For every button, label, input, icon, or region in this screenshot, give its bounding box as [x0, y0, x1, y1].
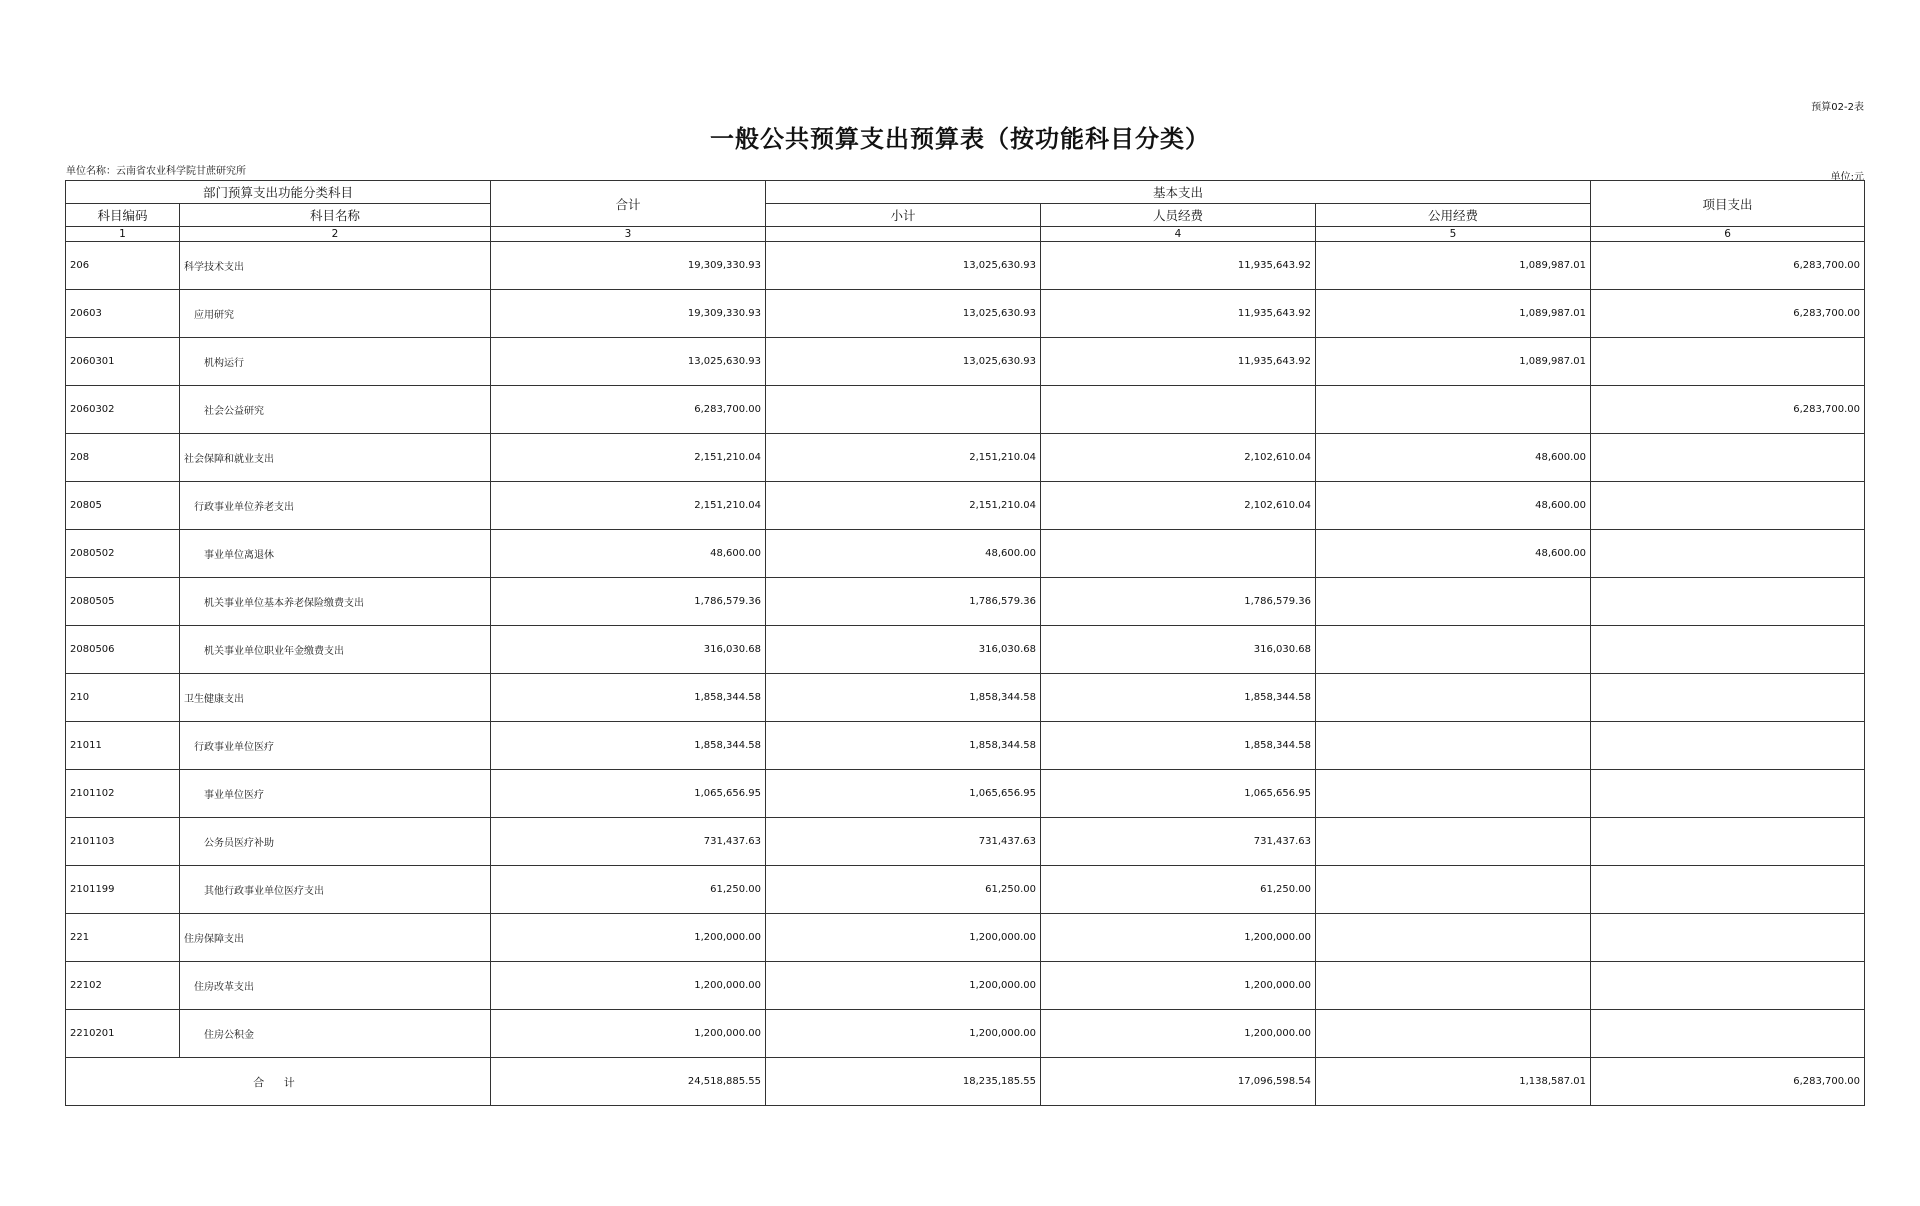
row-personnel: 1,065,656.95	[1041, 770, 1316, 818]
row-public	[1316, 674, 1591, 722]
row-public	[1316, 866, 1591, 914]
header-dept-classification: 部门预算支出功能分类科目	[66, 181, 491, 204]
row-project	[1591, 338, 1865, 386]
table-row	[66, 914, 1865, 962]
row-project	[1591, 626, 1865, 674]
row-project	[1591, 434, 1865, 482]
row-subtotal: 1,786,579.36	[766, 578, 1041, 626]
row-subtotal: 1,200,000.00	[766, 962, 1041, 1010]
row-total: 6,283,700.00	[491, 386, 766, 434]
row-personnel: 11,935,643.92	[1041, 242, 1316, 290]
row-personnel: 1,200,000.00	[1041, 1010, 1316, 1058]
row-code: 2080505	[66, 578, 180, 626]
table-row	[66, 338, 1865, 386]
row-public: 48,600.00	[1316, 482, 1591, 530]
row-code: 221	[66, 914, 180, 962]
row-public	[1316, 626, 1591, 674]
row-total: 731,437.63	[491, 818, 766, 866]
header-public: 公用经费	[1316, 204, 1591, 227]
row-subtotal: 13,025,630.93	[766, 338, 1041, 386]
row-name: 住房公积金	[180, 1010, 491, 1058]
row-total: 316,030.68	[491, 626, 766, 674]
row-name: 事业单位医疗	[180, 770, 491, 818]
table-row	[66, 674, 1865, 722]
row-public	[1316, 1010, 1591, 1058]
row-project	[1591, 770, 1865, 818]
row-subtotal: 61,250.00	[766, 866, 1041, 914]
row-subtotal: 1,858,344.58	[766, 674, 1041, 722]
col-number	[766, 227, 1041, 242]
row-public	[1316, 962, 1591, 1010]
row-project	[1591, 578, 1865, 626]
row-subtotal: 1,200,000.00	[766, 914, 1041, 962]
row-project	[1591, 530, 1865, 578]
row-total: 1,200,000.00	[491, 1010, 766, 1058]
header-row-numbers	[66, 227, 1865, 242]
row-project	[1591, 482, 1865, 530]
currency-unit: 单位:元	[1830, 172, 1864, 183]
row-subtotal: 316,030.68	[766, 626, 1041, 674]
row-subtotal	[766, 386, 1041, 434]
table-row	[66, 290, 1865, 338]
table-row	[66, 722, 1865, 770]
row-public	[1316, 722, 1591, 770]
table-row	[66, 530, 1865, 578]
row-code: 2080506	[66, 626, 180, 674]
table-row	[66, 818, 1865, 866]
row-project	[1591, 962, 1865, 1010]
row-personnel: 2,102,610.04	[1041, 482, 1316, 530]
table-row	[66, 1010, 1865, 1058]
row-subtotal: 13,025,630.93	[766, 242, 1041, 290]
col-number: 1	[66, 227, 180, 242]
row-total: 19,309,330.93	[491, 290, 766, 338]
header-project-expenditure: 项目支出	[1591, 181, 1865, 227]
row-name: 社会公益研究	[180, 386, 491, 434]
row-code: 2101102	[66, 770, 180, 818]
total-personnel: 17,096,598.54	[1041, 1058, 1316, 1106]
row-code: 208	[66, 434, 180, 482]
row-personnel: 11,935,643.92	[1041, 290, 1316, 338]
col-number: 6	[1591, 227, 1865, 242]
row-name: 机关事业单位职业年金缴费支出	[180, 626, 491, 674]
row-project: 6,283,700.00	[1591, 242, 1865, 290]
header-row-groups	[66, 181, 1865, 204]
header-name: 科目名称	[180, 204, 491, 227]
row-project	[1591, 722, 1865, 770]
row-public: 48,600.00	[1316, 434, 1591, 482]
row-total: 2,151,210.04	[491, 434, 766, 482]
row-public	[1316, 818, 1591, 866]
row-personnel: 11,935,643.92	[1041, 338, 1316, 386]
header-personnel: 人员经费	[1041, 204, 1316, 227]
row-total: 1,858,344.58	[491, 674, 766, 722]
row-total: 1,200,000.00	[491, 914, 766, 962]
row-subtotal: 13,025,630.93	[766, 290, 1041, 338]
row-personnel: 1,786,579.36	[1041, 578, 1316, 626]
row-public	[1316, 578, 1591, 626]
unit-name: 单位名称：云南省农业科学院甘蔗研究所	[66, 166, 246, 177]
row-code: 20603	[66, 290, 180, 338]
table-row	[66, 386, 1865, 434]
form-code: 预算02-2表	[1811, 102, 1864, 113]
row-subtotal: 2,151,210.04	[766, 434, 1041, 482]
row-code: 22102	[66, 962, 180, 1010]
total-public: 1,138,587.01	[1316, 1058, 1591, 1106]
row-code: 20805	[66, 482, 180, 530]
row-total: 19,309,330.93	[491, 242, 766, 290]
row-name: 卫生健康支出	[180, 674, 491, 722]
row-code: 210	[66, 674, 180, 722]
row-personnel: 2,102,610.04	[1041, 434, 1316, 482]
row-name: 机关事业单位基本养老保险缴费支出	[180, 578, 491, 626]
row-name: 科学技术支出	[180, 242, 491, 290]
row-public	[1316, 914, 1591, 962]
row-code: 2101199	[66, 866, 180, 914]
row-personnel: 1,858,344.58	[1041, 722, 1316, 770]
row-subtotal: 1,200,000.00	[766, 1010, 1041, 1058]
total-amount: 24,518,885.55	[491, 1058, 766, 1106]
row-code: 2210201	[66, 1010, 180, 1058]
row-project	[1591, 914, 1865, 962]
row-code: 206	[66, 242, 180, 290]
row-project: 6,283,700.00	[1591, 290, 1865, 338]
row-name: 其他行政事业单位医疗支出	[180, 866, 491, 914]
table-row	[66, 578, 1865, 626]
row-personnel: 731,437.63	[1041, 818, 1316, 866]
row-public	[1316, 386, 1591, 434]
budget-table	[65, 180, 1865, 1106]
row-name: 事业单位离退休	[180, 530, 491, 578]
row-code: 2060301	[66, 338, 180, 386]
row-total: 1,200,000.00	[491, 962, 766, 1010]
total-project: 6,283,700.00	[1591, 1058, 1865, 1106]
table-row	[66, 434, 1865, 482]
row-total: 1,065,656.95	[491, 770, 766, 818]
table-row	[66, 866, 1865, 914]
row-public	[1316, 770, 1591, 818]
row-name: 公务员医疗补助	[180, 818, 491, 866]
row-public: 1,089,987.01	[1316, 242, 1591, 290]
row-project: 6,283,700.00	[1591, 386, 1865, 434]
row-public: 1,089,987.01	[1316, 338, 1591, 386]
table-row	[66, 962, 1865, 1010]
table-row	[66, 242, 1865, 290]
row-code: 2080502	[66, 530, 180, 578]
total-subtotal: 18,235,185.55	[766, 1058, 1041, 1106]
header-code: 科目编码	[66, 204, 180, 227]
row-subtotal: 48,600.00	[766, 530, 1041, 578]
row-total: 1,858,344.58	[491, 722, 766, 770]
row-name: 应用研究	[180, 290, 491, 338]
row-personnel: 61,250.00	[1041, 866, 1316, 914]
row-project	[1591, 1010, 1865, 1058]
total-label: 合 计	[66, 1058, 491, 1106]
header-subtotal: 小计	[766, 204, 1041, 227]
row-name: 住房保障支出	[180, 914, 491, 962]
row-code: 2101103	[66, 818, 180, 866]
row-name: 行政事业单位医疗	[180, 722, 491, 770]
row-subtotal: 731,437.63	[766, 818, 1041, 866]
row-personnel: 1,200,000.00	[1041, 962, 1316, 1010]
col-number: 4	[1041, 227, 1316, 242]
row-code: 2060302	[66, 386, 180, 434]
row-public: 48,600.00	[1316, 530, 1591, 578]
row-personnel: 316,030.68	[1041, 626, 1316, 674]
row-subtotal: 2,151,210.04	[766, 482, 1041, 530]
header-total: 合计	[491, 181, 766, 227]
row-personnel	[1041, 530, 1316, 578]
row-name: 住房改革支出	[180, 962, 491, 1010]
total-row	[66, 1058, 1865, 1106]
row-total: 48,600.00	[491, 530, 766, 578]
row-total: 1,786,579.36	[491, 578, 766, 626]
row-project	[1591, 818, 1865, 866]
row-name: 社会保障和就业支出	[180, 434, 491, 482]
row-code: 21011	[66, 722, 180, 770]
table-row	[66, 770, 1865, 818]
row-subtotal: 1,858,344.58	[766, 722, 1041, 770]
header-basic-expenditure: 基本支出	[766, 181, 1591, 204]
col-number: 5	[1316, 227, 1591, 242]
row-total: 13,025,630.93	[491, 338, 766, 386]
row-subtotal: 1,065,656.95	[766, 770, 1041, 818]
row-name: 机构运行	[180, 338, 491, 386]
row-name: 行政事业单位养老支出	[180, 482, 491, 530]
row-personnel: 1,200,000.00	[1041, 914, 1316, 962]
row-project	[1591, 674, 1865, 722]
row-personnel: 1,858,344.58	[1041, 674, 1316, 722]
page-title: 一般公共预算支出预算表（按功能科目分类）	[710, 125, 1210, 153]
col-number: 2	[180, 227, 491, 242]
table-row	[66, 626, 1865, 674]
row-public: 1,089,987.01	[1316, 290, 1591, 338]
row-project	[1591, 866, 1865, 914]
table-row	[66, 482, 1865, 530]
row-total: 2,151,210.04	[491, 482, 766, 530]
col-number: 3	[491, 227, 766, 242]
row-total: 61,250.00	[491, 866, 766, 914]
row-personnel	[1041, 386, 1316, 434]
